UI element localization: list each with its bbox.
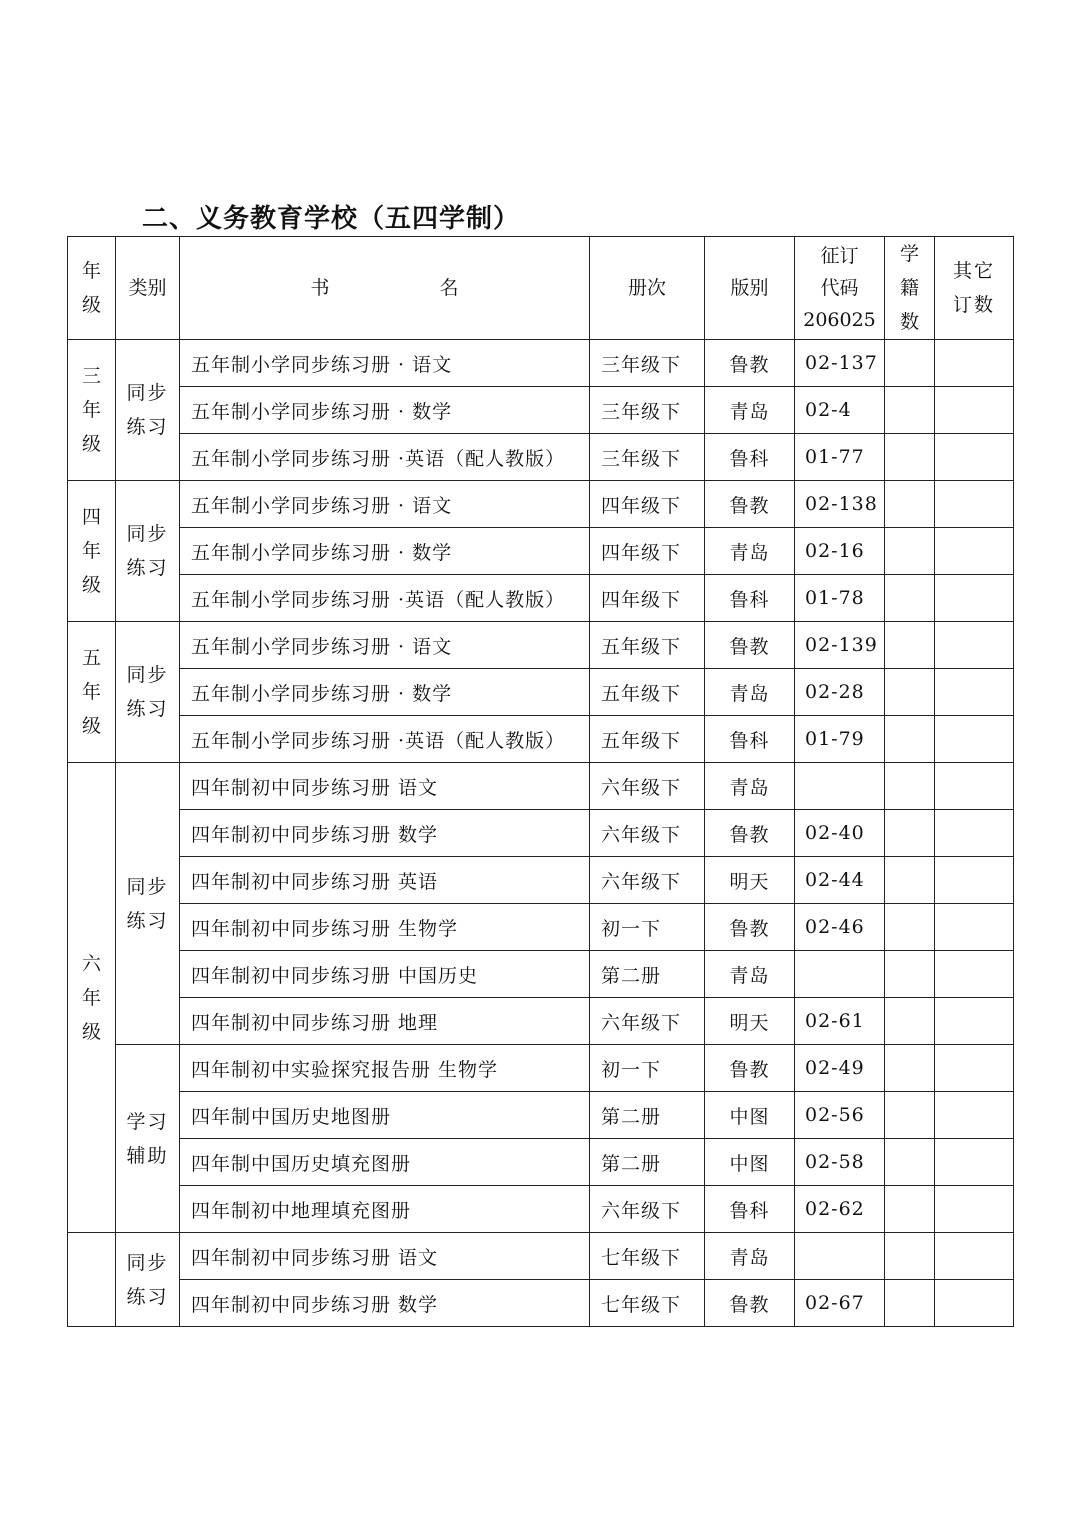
table-row xyxy=(68,622,1014,669)
volume-cell: 五年级下 xyxy=(590,716,705,763)
order-code-cell: 02-40 xyxy=(795,810,885,857)
table-row xyxy=(68,340,1014,387)
edition-cell: 鲁教 xyxy=(705,1280,795,1327)
category-cell xyxy=(116,340,180,481)
book-name-cell: 四年制初中同步练习册 英语 xyxy=(180,857,590,904)
volume-cell: 六年级下 xyxy=(590,998,705,1045)
header-code xyxy=(795,237,885,340)
order-code-cell: 02-62 xyxy=(795,1186,885,1233)
book-name-cell: 四年制初中同步练习册 语文 xyxy=(180,763,590,810)
other-orders-cell xyxy=(935,434,1014,481)
book-name-cell: 五年制小学同步练习册 · 数学 xyxy=(180,669,590,716)
table-row xyxy=(68,481,1014,528)
table-row xyxy=(68,904,1014,951)
enrollment-count-cell xyxy=(885,951,935,998)
grade-label: 五年级 xyxy=(81,647,101,737)
book-name-cell: 四年制初中同步练习册 中国历史 xyxy=(180,951,590,998)
book-name-cell: 五年制小学同步练习册 · 语文 xyxy=(180,340,590,387)
table-row xyxy=(68,434,1014,481)
edition-cell: 中图 xyxy=(705,1092,795,1139)
edition-cell: 鲁科 xyxy=(705,1186,795,1233)
header-enrollment-label: 学籍数 xyxy=(899,243,919,333)
order-code-cell xyxy=(795,763,885,810)
header-edition: 版别 xyxy=(705,237,795,340)
other-orders-cell xyxy=(935,1280,1014,1327)
book-name-cell: 四年制初中同步练习册 数学 xyxy=(180,810,590,857)
book-name-cell: 四年制中国历史地图册 xyxy=(180,1092,590,1139)
edition-cell: 鲁教 xyxy=(705,340,795,387)
edition-cell: 鲁教 xyxy=(705,904,795,951)
enrollment-count-cell xyxy=(885,998,935,1045)
table-row xyxy=(68,387,1014,434)
volume-cell: 第二册 xyxy=(590,1092,705,1139)
order-code-cell: 02-61 xyxy=(795,998,885,1045)
book-name-cell: 四年制初中实验探究报告册 生物学 xyxy=(180,1045,590,1092)
edition-cell: 鲁科 xyxy=(705,434,795,481)
header-enrollment xyxy=(885,237,935,340)
table-row xyxy=(68,857,1014,904)
header-code-line2: 代码 xyxy=(820,277,859,299)
table-row xyxy=(68,669,1014,716)
textbook-order-table xyxy=(67,236,1014,1327)
book-name-cell: 五年制小学同步练习册 · 语文 xyxy=(180,622,590,669)
volume-cell: 四年级下 xyxy=(590,481,705,528)
other-orders-cell xyxy=(935,340,1014,387)
other-orders-cell xyxy=(935,1186,1014,1233)
order-code-cell: 02-67 xyxy=(795,1280,885,1327)
category-label: 同步练习 xyxy=(126,664,169,720)
edition-cell: 鲁科 xyxy=(705,716,795,763)
header-row xyxy=(68,237,1014,340)
volume-cell: 三年级下 xyxy=(590,340,705,387)
other-orders-cell xyxy=(935,1092,1014,1139)
table-row xyxy=(68,951,1014,998)
header-other-orders xyxy=(935,237,1014,340)
header-volume: 册次 xyxy=(590,237,705,340)
order-code-cell xyxy=(795,1233,885,1280)
table-row xyxy=(68,1045,1014,1092)
edition-cell: 青岛 xyxy=(705,1233,795,1280)
order-code-cell xyxy=(795,951,885,998)
enrollment-count-cell xyxy=(885,434,935,481)
grade-label: 六年级 xyxy=(81,952,101,1043)
book-name-cell: 五年制小学同步练习册 ·英语（配人教版） xyxy=(180,434,590,481)
order-code-cell: 01-78 xyxy=(795,575,885,622)
table-row xyxy=(68,1092,1014,1139)
edition-cell: 青岛 xyxy=(705,763,795,810)
edition-cell: 鲁教 xyxy=(705,1045,795,1092)
volume-cell: 六年级下 xyxy=(590,810,705,857)
other-orders-cell xyxy=(935,481,1014,528)
book-name-cell: 四年制中国历史填充图册 xyxy=(180,1139,590,1186)
order-code-cell: 02-49 xyxy=(795,1045,885,1092)
book-name-cell: 四年制初中同步练习册 生物学 xyxy=(180,904,590,951)
category-cell xyxy=(116,481,180,622)
enrollment-count-cell xyxy=(885,481,935,528)
grade-label: 三年级 xyxy=(81,365,101,455)
table-row xyxy=(68,716,1014,763)
enrollment-count-cell xyxy=(885,763,935,810)
edition-cell: 明天 xyxy=(705,857,795,904)
enrollment-count-cell xyxy=(885,1092,935,1139)
order-code-cell: 02-28 xyxy=(795,669,885,716)
header-book-name-right: 名 xyxy=(439,277,459,299)
category-cell xyxy=(116,1233,180,1327)
other-orders-cell xyxy=(935,763,1014,810)
category-label: 同步练习 xyxy=(126,1251,169,1308)
edition-cell: 青岛 xyxy=(705,528,795,575)
table-row xyxy=(68,998,1014,1045)
enrollment-count-cell xyxy=(885,1139,935,1186)
other-orders-cell xyxy=(935,575,1014,622)
volume-cell: 三年级下 xyxy=(590,434,705,481)
book-name-cell: 四年制初中同步练习册 语文 xyxy=(180,1233,590,1280)
grade-label: 四年级 xyxy=(81,506,101,596)
book-name-cell: 五年制小学同步练习册 ·英语（配人教版） xyxy=(180,716,590,763)
other-orders-cell xyxy=(935,1045,1014,1092)
order-code-cell: 01-77 xyxy=(795,434,885,481)
header-other-orders-label: 其它订数 xyxy=(952,260,995,316)
edition-cell: 鲁教 xyxy=(705,622,795,669)
volume-cell: 初一下 xyxy=(590,904,705,951)
table-row xyxy=(68,1186,1014,1233)
header-category: 类别 xyxy=(116,237,180,340)
enrollment-count-cell xyxy=(885,810,935,857)
other-orders-cell xyxy=(935,387,1014,434)
other-orders-cell xyxy=(935,1139,1014,1186)
book-name-cell: 五年制小学同步练习册 ·英语（配人教版） xyxy=(180,575,590,622)
order-code-cell: 02-46 xyxy=(795,904,885,951)
enrollment-count-cell xyxy=(885,904,935,951)
enrollment-count-cell xyxy=(885,622,935,669)
order-code-cell: 02-137 xyxy=(795,340,885,387)
volume-cell: 六年级下 xyxy=(590,1186,705,1233)
order-code-cell: 02-4 xyxy=(795,387,885,434)
enrollment-count-cell xyxy=(885,340,935,387)
other-orders-cell xyxy=(935,669,1014,716)
category-cell xyxy=(116,622,180,763)
edition-cell: 鲁科 xyxy=(705,575,795,622)
table-row xyxy=(68,1233,1014,1280)
enrollment-count-cell xyxy=(885,669,935,716)
header-grade xyxy=(68,237,116,340)
order-code-cell: 02-56 xyxy=(795,1092,885,1139)
volume-cell: 第二册 xyxy=(590,1139,705,1186)
grade-cell xyxy=(68,622,116,763)
other-orders-cell xyxy=(935,904,1014,951)
enrollment-count-cell xyxy=(885,1233,935,1280)
table-row xyxy=(68,810,1014,857)
edition-cell: 青岛 xyxy=(705,669,795,716)
order-code-cell: 02-44 xyxy=(795,857,885,904)
grade-cell xyxy=(68,1233,116,1327)
order-code-cell: 01-79 xyxy=(795,716,885,763)
other-orders-cell xyxy=(935,951,1014,998)
category-label: 学习辅助 xyxy=(126,1110,169,1167)
edition-cell: 明天 xyxy=(705,998,795,1045)
category-label: 同步练习 xyxy=(126,523,169,579)
enrollment-count-cell xyxy=(885,528,935,575)
volume-cell: 三年级下 xyxy=(590,387,705,434)
grade-cell xyxy=(68,340,116,481)
other-orders-cell xyxy=(935,622,1014,669)
edition-cell: 青岛 xyxy=(705,951,795,998)
volume-cell: 初一下 xyxy=(590,1045,705,1092)
other-orders-cell xyxy=(935,528,1014,575)
enrollment-count-cell xyxy=(885,857,935,904)
edition-cell: 鲁教 xyxy=(705,481,795,528)
other-orders-cell xyxy=(935,998,1014,1045)
header-code-line1: 征订 xyxy=(820,245,859,267)
book-name-cell: 四年制初中同步练习册 数学 xyxy=(180,1280,590,1327)
header-book-name-left: 书 xyxy=(310,277,330,299)
other-orders-cell xyxy=(935,716,1014,763)
header-book-name xyxy=(180,237,590,340)
edition-cell: 中图 xyxy=(705,1139,795,1186)
header-grade-label: 年级 xyxy=(81,260,101,316)
table-row xyxy=(68,763,1014,810)
category-label: 同步练习 xyxy=(126,382,169,438)
order-code-cell: 02-139 xyxy=(795,622,885,669)
book-name-cell: 五年制小学同步练习册 · 语文 xyxy=(180,481,590,528)
category-cell xyxy=(116,763,180,1045)
grade-cell xyxy=(68,763,116,1233)
volume-cell: 六年级下 xyxy=(590,763,705,810)
other-orders-cell xyxy=(935,1233,1014,1280)
enrollment-count-cell xyxy=(885,1280,935,1327)
volume-cell: 四年级下 xyxy=(590,528,705,575)
enrollment-count-cell xyxy=(885,1186,935,1233)
book-name-cell: 五年制小学同步练习册 · 数学 xyxy=(180,387,590,434)
grade-cell xyxy=(68,481,116,622)
enrollment-count-cell xyxy=(885,575,935,622)
other-orders-cell xyxy=(935,810,1014,857)
volume-cell: 六年级下 xyxy=(590,857,705,904)
volume-cell: 七年级下 xyxy=(590,1233,705,1280)
enrollment-count-cell xyxy=(885,716,935,763)
enrollment-count-cell xyxy=(885,387,935,434)
table-row xyxy=(68,575,1014,622)
table-row xyxy=(68,528,1014,575)
table-row xyxy=(68,1139,1014,1186)
other-orders-cell xyxy=(935,857,1014,904)
volume-cell: 七年级下 xyxy=(590,1280,705,1327)
book-name-cell: 五年制小学同步练习册 · 数学 xyxy=(180,528,590,575)
order-code-cell: 02-58 xyxy=(795,1139,885,1186)
edition-cell: 青岛 xyxy=(705,387,795,434)
volume-cell: 第二册 xyxy=(590,951,705,998)
section-heading: 二、义务教育学校（五四学制） xyxy=(142,204,521,234)
book-name-cell: 四年制初中同步练习册 地理 xyxy=(180,998,590,1045)
volume-cell: 五年级下 xyxy=(590,622,705,669)
order-code-cell: 02-16 xyxy=(795,528,885,575)
volume-cell: 四年级下 xyxy=(590,575,705,622)
enrollment-count-cell xyxy=(885,1045,935,1092)
category-cell xyxy=(116,1045,180,1233)
volume-cell: 五年级下 xyxy=(590,669,705,716)
edition-cell: 鲁教 xyxy=(705,810,795,857)
book-name-cell: 四年制初中地理填充图册 xyxy=(180,1186,590,1233)
header-code-line3: 206025 xyxy=(803,309,876,331)
table-row xyxy=(68,1280,1014,1327)
category-label: 同步练习 xyxy=(126,875,169,932)
order-code-cell: 02-138 xyxy=(795,481,885,528)
